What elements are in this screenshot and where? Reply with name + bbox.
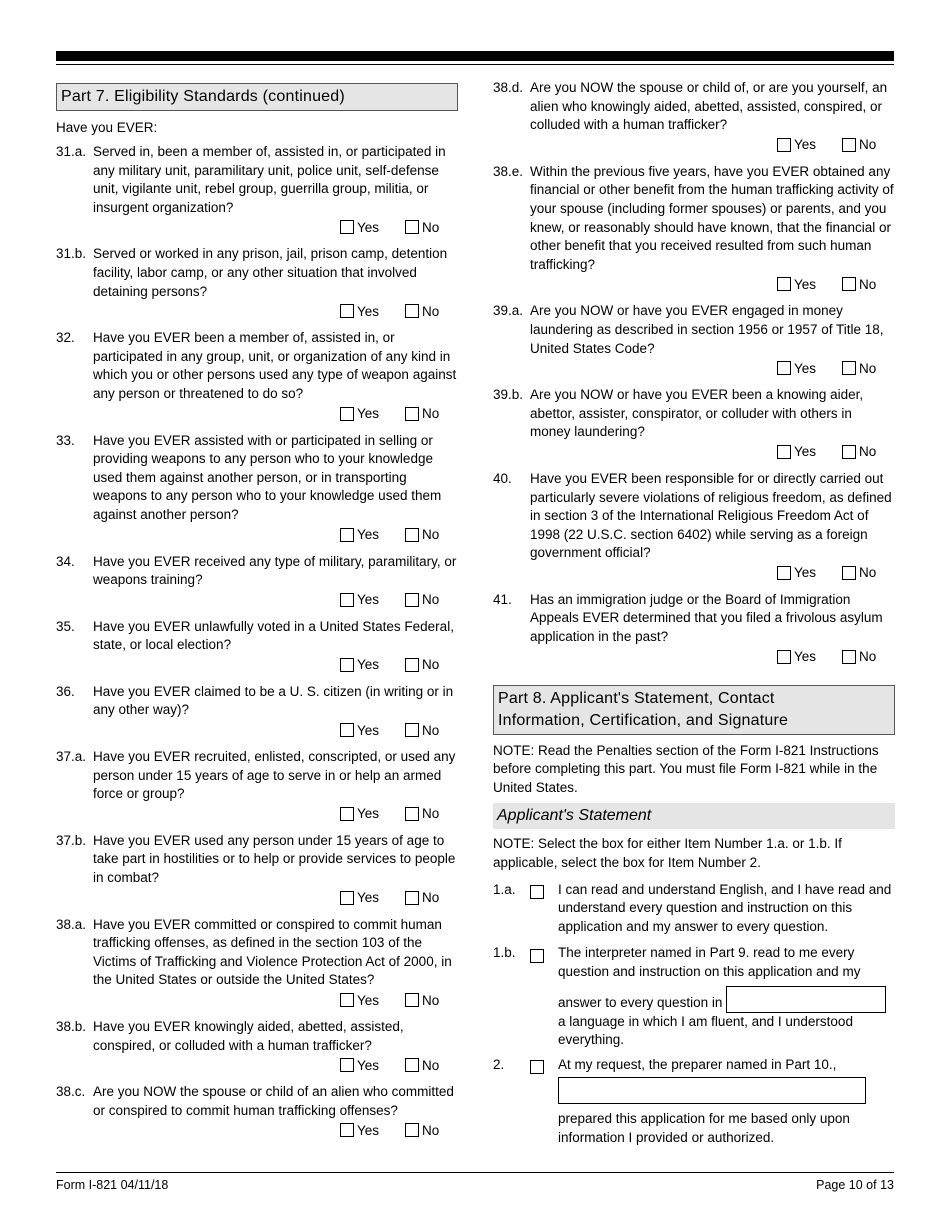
footer-form-id: Form I-821 04/11/18 (56, 1178, 169, 1192)
no-checkbox[interactable] (405, 807, 419, 821)
question-number: 40. (493, 470, 512, 486)
yes-option[interactable] (340, 527, 385, 542)
no-label: No (422, 657, 440, 673)
question-number: 36. (56, 683, 75, 699)
no-label: No (422, 303, 440, 319)
no-option[interactable] (405, 993, 444, 1008)
item-1b-text2: answer to every question in (558, 995, 723, 1010)
no-checkbox[interactable] (842, 361, 856, 375)
no-label: No (422, 890, 440, 906)
question-number: 37.b. (56, 832, 87, 848)
question-number: 35. (56, 618, 75, 634)
no-checkbox[interactable] (405, 658, 419, 672)
footer-rule (56, 1172, 894, 1173)
question-38-d (493, 79, 895, 155)
yes-option[interactable] (340, 1123, 385, 1138)
no-option[interactable] (405, 1058, 444, 1073)
no-checkbox[interactable] (842, 138, 856, 152)
item-2-checkbox[interactable] (530, 1060, 544, 1074)
question-number: 41. (493, 591, 512, 607)
question-40 (493, 470, 895, 583)
question-text: Have you EVER unlawfully voted in a United States Federal, state, or local election? (93, 618, 454, 653)
part8-note2: NOTE: Select the box for either Item Number 1.a. or 1.b. If applicable, select the box for Item Number 2. (493, 836, 842, 871)
yes-label: Yes (794, 444, 817, 460)
yes-option[interactable] (340, 890, 385, 905)
yes-checkbox[interactable] (777, 138, 791, 152)
no-label: No (422, 992, 440, 1008)
no-label: No (859, 276, 877, 292)
no-checkbox[interactable] (842, 445, 856, 459)
no-option[interactable] (405, 527, 444, 542)
no-checkbox[interactable] (405, 528, 419, 542)
yes-option[interactable] (777, 565, 822, 580)
yes-no-options (56, 301, 458, 321)
yes-checkbox[interactable] (777, 361, 791, 375)
yes-label: Yes (357, 592, 380, 608)
question-text: Have you EVER been responsible for or directly carried out particularly severe violations of religious freedom, as defined in section 3 of the International Religious Freedom Act of 1998 (22 U.S.C. section 6402) while serving as a foreign government official? (530, 470, 892, 561)
question-41 (493, 591, 895, 667)
applicant-statement-heading: Applicant's Statement (493, 803, 895, 829)
yes-option[interactable] (340, 220, 385, 235)
question-text: Has an immigration judge or the Board of Immigration Appeals EVER determined that you filed a frivolous asylum application in the past? (530, 591, 883, 645)
no-checkbox[interactable] (405, 304, 419, 318)
question-36 (56, 683, 458, 740)
part8-note1: NOTE: Read the Penalties section of the Form I-821 Instructions before completing this part. You must file Form I-821 while in the United States. (493, 742, 879, 795)
no-option[interactable] (405, 220, 444, 235)
yes-checkbox[interactable] (340, 1123, 354, 1137)
yes-checkbox[interactable] (340, 807, 354, 821)
no-label: No (422, 1122, 440, 1138)
footer-page-number: Page 10 of 13 (816, 1178, 894, 1192)
yes-no-options (493, 358, 895, 378)
yes-checkbox[interactable] (340, 407, 354, 421)
yes-no-options (56, 404, 458, 424)
no-option[interactable] (405, 304, 444, 319)
left-question-list (56, 143, 458, 1140)
question-number: 38.a. (56, 916, 87, 932)
question-number: 34. (56, 553, 75, 569)
yes-checkbox[interactable] (777, 566, 791, 580)
no-label: No (859, 137, 877, 153)
item-2-text1: At my request, the preparer named in Part 10., (558, 1056, 837, 1072)
part7-header: Part 7. Eligibility Standards (continued) (56, 83, 458, 111)
yes-option[interactable] (777, 649, 822, 664)
yes-checkbox[interactable] (340, 304, 354, 318)
item-1a-text: I can read and understand English, and I have read and understand every question and instruction on this application and my answer to every question. (558, 881, 892, 934)
question-number: 38.b. (56, 1019, 87, 1034)
question-text: Are you NOW the spouse or child of, or are you yourself, an alien who knowingly aided, abetted, assisted, conspired, or colluded with a human trafficker? (530, 80, 888, 133)
item-1a-number: 1.a. (493, 881, 516, 897)
question-37-b (56, 832, 458, 908)
yes-label: Yes (357, 657, 380, 673)
question-number: 31.a. (56, 144, 87, 159)
question-39-a (493, 302, 895, 378)
yes-checkbox[interactable] (340, 593, 354, 607)
no-label: No (859, 565, 877, 581)
no-label: No (422, 722, 440, 738)
question-number: 39.b. (493, 387, 524, 403)
yes-no-options (56, 1120, 458, 1140)
question-number: 38.c. (56, 1084, 86, 1100)
top-thin-rule (56, 64, 894, 65)
yes-option[interactable] (340, 806, 385, 821)
question-37-a (56, 748, 458, 824)
part8-header (493, 685, 895, 735)
question-31-b (56, 245, 458, 321)
yes-checkbox[interactable] (340, 658, 354, 672)
yes-no-options (493, 647, 895, 667)
no-label: No (859, 649, 877, 665)
question-33 (56, 432, 458, 545)
yes-checkbox[interactable] (340, 723, 354, 737)
no-option[interactable] (405, 1123, 444, 1138)
no-label: No (859, 444, 877, 460)
question-text: Served in, been a member of, assisted in, or participated in any military unit, paramilitary unit, police unit, self-defense unit, vigilante unit, rebel group, guerrilla group, militia, or insurgent organization? (93, 144, 446, 215)
part7-intro: Have you EVER: (56, 120, 158, 135)
no-checkbox[interactable] (405, 1123, 419, 1137)
yes-no-options (493, 563, 895, 583)
no-label: No (422, 592, 440, 608)
yes-no-options (56, 990, 458, 1010)
item-1b-text3: a language in which I am fluent, and I understood everything. (558, 1013, 853, 1048)
yes-option[interactable] (340, 304, 385, 319)
yes-label: Yes (357, 806, 380, 822)
yes-no-options (56, 1055, 458, 1075)
yes-checkbox[interactable] (340, 220, 354, 234)
no-checkbox[interactable] (405, 593, 419, 607)
question-text: Within the previous five years, have you EVER obtained any financial or other benefit from the human trafficking activity of your spouse (including former spouses) or parents, and you knew, or reasonably should have known, that the financial or other benefit that you received resulted from such human trafficking? (530, 163, 894, 272)
question-35 (56, 618, 458, 675)
yes-no-options (56, 525, 458, 545)
item-1b-text1: The interpreter named in Part 9. read to me every question and instruction on this application and my (558, 945, 861, 979)
no-label: No (422, 1057, 440, 1073)
no-label: No (859, 360, 877, 376)
no-label: No (422, 406, 440, 422)
question-31-a (56, 143, 458, 237)
question-39-b (493, 386, 895, 462)
part8-title-line2: Information, Certification, and Signature (498, 711, 789, 729)
yes-option[interactable] (340, 993, 385, 1008)
yes-checkbox[interactable] (340, 891, 354, 905)
yes-checkbox[interactable] (777, 277, 791, 291)
yes-no-options (56, 888, 458, 908)
question-text: Have you EVER recruited, enlisted, conscripted, or used any person under 15 years of age to serve in or help an armed force or group? (93, 749, 456, 802)
yes-no-options (56, 655, 458, 675)
no-checkbox[interactable] (405, 220, 419, 234)
no-option[interactable] (842, 361, 881, 376)
no-option[interactable] (405, 592, 444, 607)
yes-checkbox[interactable] (777, 445, 791, 459)
no-option[interactable] (405, 657, 444, 672)
question-text: Have you EVER knowingly aided, abetted, assisted, conspired, or colluded with a human trafficker? (93, 1019, 404, 1053)
yes-checkbox[interactable] (340, 528, 354, 542)
question-text: Have you EVER been a member of, assisted in, or participated in any group, unit, or organization of any kind in which you or other persons used any type of weapon against any person or threatened to do so? (93, 330, 457, 401)
no-label: No (422, 527, 440, 542)
yes-label: Yes (357, 219, 380, 235)
question-number: 33. (56, 432, 75, 448)
question-text: Are you NOW or have you EVER engaged in money laundering as described in section 1956 or 1957 of Title 18, United States Code? (530, 303, 884, 356)
yes-no-options (56, 804, 458, 824)
yes-checkbox[interactable] (340, 1058, 354, 1072)
yes-no-options (493, 135, 895, 155)
yes-label: Yes (794, 565, 817, 581)
item-1a-checkbox[interactable] (530, 885, 544, 899)
question-text: Have you EVER assisted with or participated in selling or providing weapons to any person who to your knowledge used them against another person, or in transporting weapons to any person who to your knowledge used them against another person? (93, 432, 442, 522)
yes-label: Yes (357, 1122, 380, 1138)
question-number: 31.b. (56, 246, 87, 262)
yes-option[interactable] (340, 723, 385, 738)
yes-no-options (493, 442, 895, 462)
no-label: No (422, 219, 440, 235)
preparer-name-input[interactable] (558, 1077, 866, 1104)
no-option[interactable] (405, 890, 444, 905)
question-34 (56, 553, 458, 610)
question-text: Have you EVER claimed to be a U. S. citizen (in writing or in any other way)? (93, 683, 454, 718)
yes-checkbox[interactable] (777, 650, 791, 664)
question-38-a (56, 916, 458, 1010)
question-number: 39.a. (493, 303, 524, 319)
yes-label: Yes (794, 649, 817, 665)
question-text: Are you NOW or have you EVER been a knowing aider, abettor, assister, conspirator, or colluder with others in money laundering? (530, 387, 864, 440)
question-text: Served or worked in any prison, jail, prison camp, detention facility, labor camp, or any other situation that involved detaining persons? (93, 246, 448, 299)
question-number: 32. (56, 330, 75, 346)
right-column (493, 79, 895, 1147)
yes-no-options (56, 217, 458, 237)
yes-checkbox[interactable] (340, 993, 354, 1007)
question-32 (56, 329, 458, 423)
left-column (56, 83, 458, 1140)
question-text: Have you EVER committed or conspired to commit human trafficking offenses, as defined in the section 103 of the Victims of Trafficking and Violence Protection Act of 2000, in the United States or outside the United States? (93, 916, 452, 988)
yes-no-options (56, 590, 458, 610)
question-number: 38.d. (493, 80, 524, 95)
yes-option[interactable] (777, 444, 822, 459)
item-2 (493, 1056, 895, 1147)
no-checkbox[interactable] (842, 277, 856, 291)
item-1b-checkbox[interactable] (530, 949, 544, 963)
item-1b (493, 944, 895, 1049)
yes-label: Yes (357, 527, 380, 542)
right-question-list (493, 79, 895, 667)
no-checkbox[interactable] (405, 407, 419, 421)
no-checkbox[interactable] (405, 993, 419, 1007)
yes-option[interactable] (340, 1058, 385, 1073)
part8-title-line1: Part 8. Applicant's Statement, Contact (498, 689, 775, 707)
yes-label: Yes (357, 406, 380, 422)
yes-no-options (56, 720, 458, 740)
no-checkbox[interactable] (405, 723, 419, 737)
question-text: Are you NOW the spouse or child of an alien who committed or conspired to commit human trafficking offenses? (93, 1084, 454, 1118)
no-label: No (422, 806, 440, 822)
yes-option[interactable] (340, 406, 385, 421)
yes-label: Yes (357, 1057, 380, 1073)
item-1b-number: 1.b. (493, 945, 516, 961)
yes-label: Yes (357, 992, 380, 1008)
no-option[interactable] (842, 565, 881, 580)
question-text: Have you EVER received any type of military, paramilitary, or weapons training? (93, 553, 457, 588)
no-option[interactable] (405, 406, 444, 421)
no-checkbox[interactable] (405, 1058, 419, 1072)
yes-option[interactable] (777, 277, 822, 292)
no-option[interactable] (842, 277, 881, 292)
no-option[interactable] (842, 649, 881, 664)
yes-label: Yes (357, 303, 380, 319)
no-option[interactable] (405, 723, 444, 738)
yes-option[interactable] (777, 137, 822, 152)
yes-option[interactable] (777, 361, 822, 376)
no-checkbox[interactable] (842, 566, 856, 580)
yes-label: Yes (794, 360, 817, 376)
item-1a (493, 881, 895, 937)
no-option[interactable] (842, 444, 881, 459)
yes-label: Yes (794, 276, 817, 292)
yes-label: Yes (357, 722, 380, 738)
question-38-e (493, 163, 895, 295)
question-38-b (56, 1018, 458, 1075)
top-rule (56, 51, 894, 61)
item-2-text2: prepared this application for me based only upon information I provided or authorized. (558, 1110, 850, 1145)
question-38-c (56, 1083, 458, 1140)
yes-option[interactable] (340, 592, 385, 607)
no-checkbox[interactable] (405, 891, 419, 905)
no-option[interactable] (405, 806, 444, 821)
item-2-number: 2. (493, 1056, 505, 1072)
yes-label: Yes (794, 137, 817, 153)
yes-label: Yes (357, 890, 380, 906)
yes-no-options (493, 274, 895, 294)
question-number: 37.a. (56, 749, 87, 765)
language-input[interactable] (726, 986, 886, 1013)
no-checkbox[interactable] (842, 650, 856, 664)
yes-option[interactable] (340, 657, 385, 672)
question-number: 38.e. (493, 163, 524, 179)
question-text: Have you EVER used any person under 15 years of age to take part in hostilities or to help or provide services to people in combat? (93, 832, 456, 886)
no-option[interactable] (842, 137, 881, 152)
